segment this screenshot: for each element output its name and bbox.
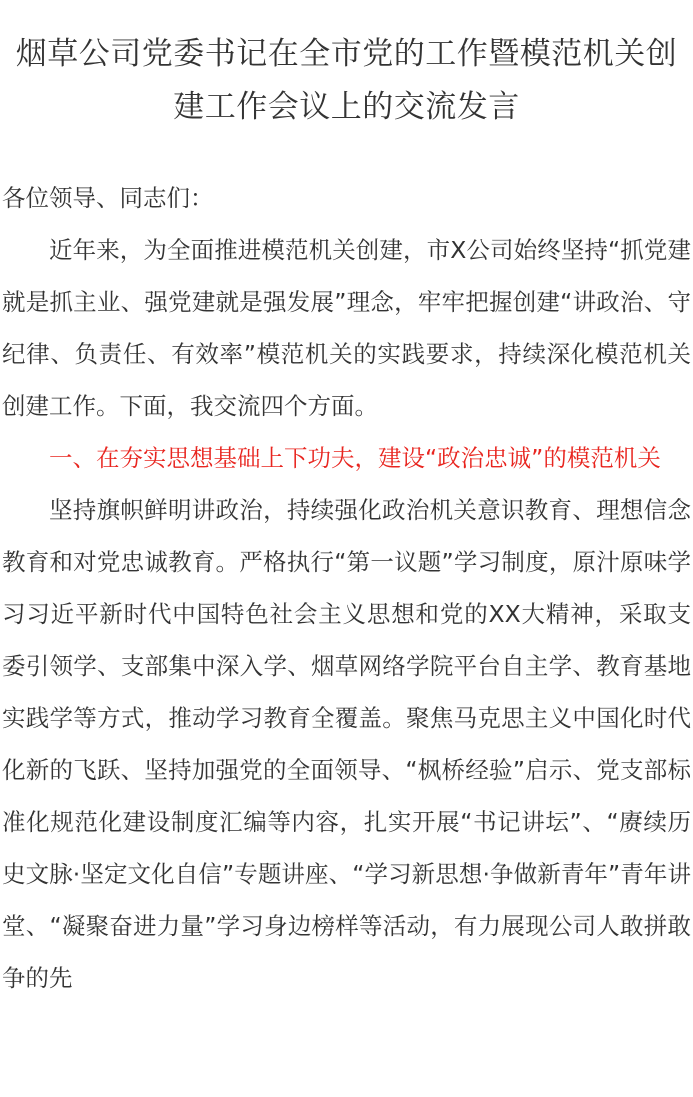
- document-body: [0, 172, 693, 1004]
- document-title: 烟草公司党委书记在全市党的工作暨模范机关创建工作会议上的交流发言: [15, 36, 678, 125]
- greeting-paragraph: 各位领导、同志们：: [2, 184, 214, 212]
- section-1-paragraph: 坚持旗帜鲜明讲政治，持续强化政治机关意识教育、理想信念教育和对党忠诚教育。严格执行“第一议题”学习制度，原汁原味学习习近平新时代中国特色社会主义思想和党的XX大精神，采取支委引领学、支部集中深入学、烟草网络学院平台自主学、教育基地实践学等方式，推动学习教育全覆盖。聚焦马克思主义中国化时代化新的飞跃、坚持加强党的全面领导、“枫桥经验”启示、党支部标准化规范化建设制度汇编等内容，扎实开展“书记讲坛”、“赓续历史文脉·坚定文化自信”专题讲座、“学习新思想·争做新青年”青年讲堂、“凝聚奋进力量”学习身边榜样等活动，有力展现公司人敢拼敢争的先: [2, 496, 691, 992]
- section-heading-1: 一、在夯实思想基础上下功夫，建设“政治忠诚”的模范机关: [49, 444, 661, 472]
- intro-paragraph: 近年来，为全面推进模范机关创建，市X公司始终坚持“抓党建就是抓主业、强党建就是强发展”理念，牢牢把握创建“讲政治、守纪律、负责任、有效率”模范机关的实践要求，持续深化模范机关创建工作。下面，我交流四个方面。: [2, 236, 691, 420]
